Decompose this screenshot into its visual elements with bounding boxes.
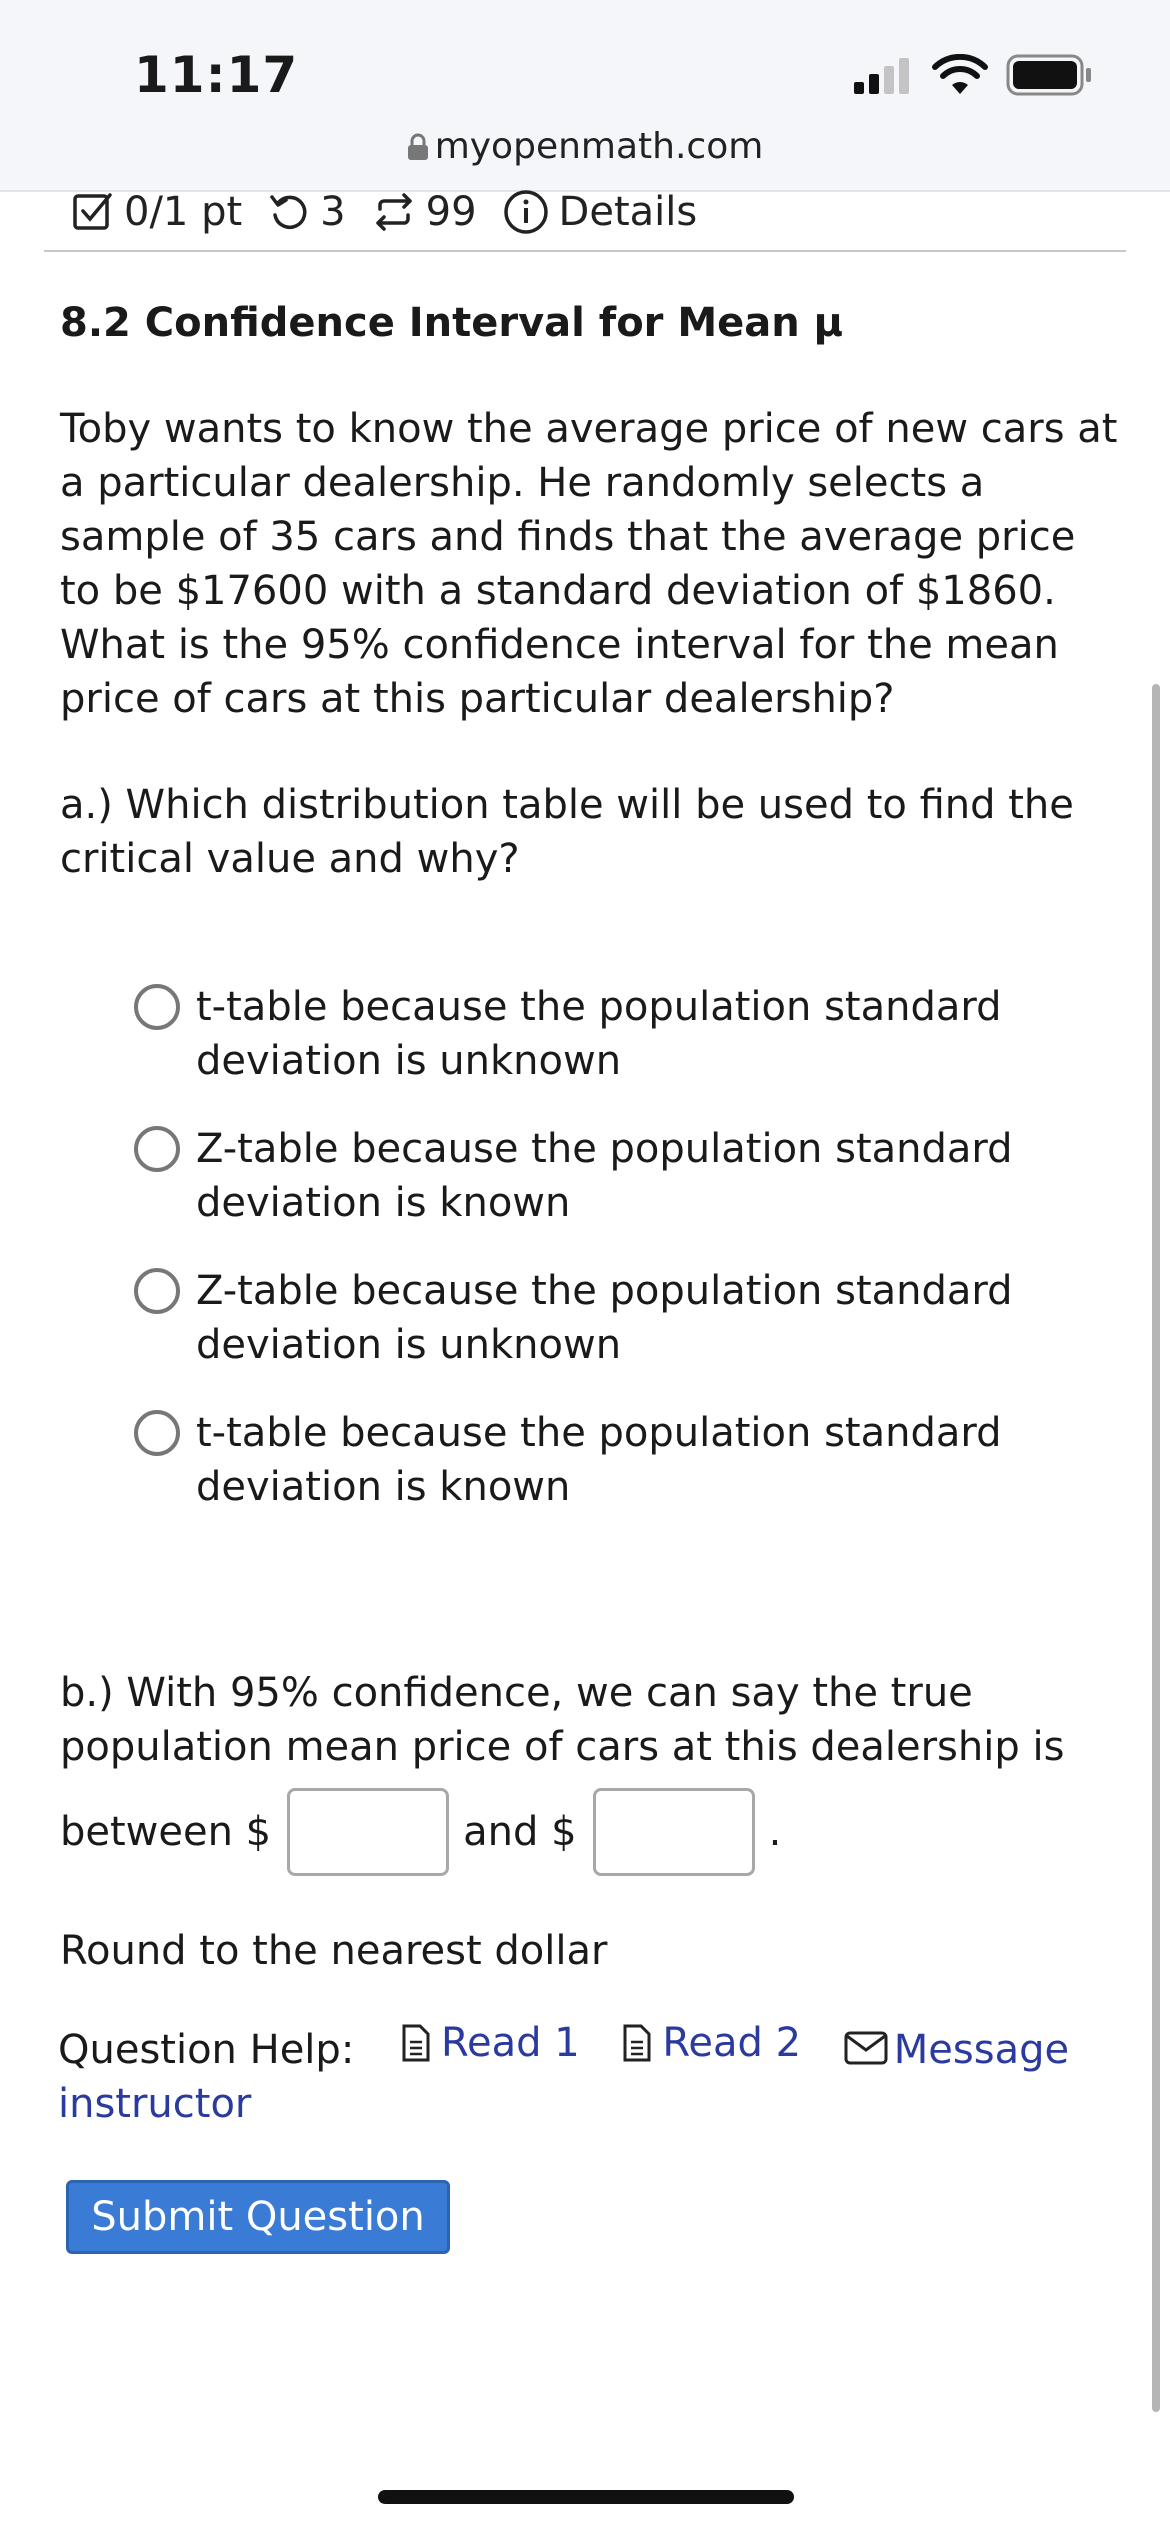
part-b-prompt: b.) With 95% confidence, we can say the true population mean price of cars at this dealership is [60,1670,1065,1770]
upper-bound-input[interactable] [593,1788,755,1876]
part-b [60,1666,1120,1876]
lower-bound-input[interactable] [287,1788,449,1876]
choice-label: Z-table because the population standard deviation is known [196,1126,1013,1226]
address-bar[interactable] [0,126,1170,167]
attempts-count: 99 [425,189,477,235]
read-2-label: Read 2 [662,2020,802,2066]
cellular-signal-icon [854,58,912,94]
part-a-prompt: a.) Which distribution table will be used to find the critical value and why? [60,782,1074,882]
question-body [60,296,1120,886]
score-indicator [72,189,242,235]
radio-button[interactable] [134,1268,180,1314]
period: . [768,1809,782,1855]
battery-icon [1006,54,1092,96]
question-title: 8.2 Confidence Interval for Mean μ [60,300,844,346]
choice-label: t-table because the population standard deviation is unknown [196,984,1002,1084]
radio-button[interactable] [134,1126,180,1172]
document-icon [622,2023,652,2063]
read-1-label: Read 1 [441,2020,580,2066]
lock-icon [407,133,429,161]
help-label: Question Help: [58,2027,355,2073]
choice-label: Z-table because the population standard deviation is unknown [196,1268,1013,1368]
scrollbar[interactable] [1152,684,1160,2412]
read-2-link[interactable] [622,2016,801,2070]
choice-option[interactable] [132,1264,1032,1372]
attempts-indicator [372,189,477,235]
details-label: Details [558,189,698,235]
mail-icon [844,2031,888,2065]
and-label: and $ [463,1809,577,1855]
choice-option[interactable] [132,980,1032,1088]
choice-option[interactable] [132,1406,1032,1514]
problem-text: Toby wants to know the average price of new cars at a particular dealership. He randomly selects a sample of 35 cars and finds that the average price to be $17600 with a standard deviation of $1860. What is the 95% confidence interval for the mean price of cars at this particular dealership? [60,406,1118,722]
choice-label: t-table because the population standard deviation is known [196,1410,1002,1510]
question-help [58,2016,1118,2131]
retries-count: 3 [320,189,346,235]
score-text: 0/1 pt [124,189,243,235]
radio-button[interactable] [134,984,180,1030]
radio-button[interactable] [134,1410,180,1456]
read-1-link[interactable] [401,2016,580,2070]
checkbox-icon [72,191,114,233]
between-label: between $ [60,1809,272,1855]
info-icon [503,189,549,235]
interval-inputs [60,1788,1120,1876]
choice-list [132,980,1032,1548]
question-toolbar [72,186,723,238]
round-note: Round to the nearest dollar [60,1928,608,1974]
url-text: myopenmath.com [434,126,764,167]
attempts-icon [372,191,416,233]
choice-option[interactable] [132,1122,1032,1230]
clock: 11:17 [134,46,299,104]
home-indicator [378,2490,794,2504]
submit-question-button[interactable]: Submit Question [66,2180,450,2254]
retries-indicator [268,189,345,235]
document-icon [401,2023,431,2063]
divider [44,250,1126,252]
retry-icon [268,191,310,233]
message-instructor-label: Message instructor [58,2027,1070,2127]
status-bar [0,0,1170,192]
wifi-icon [932,54,988,96]
details-button[interactable] [503,189,698,235]
